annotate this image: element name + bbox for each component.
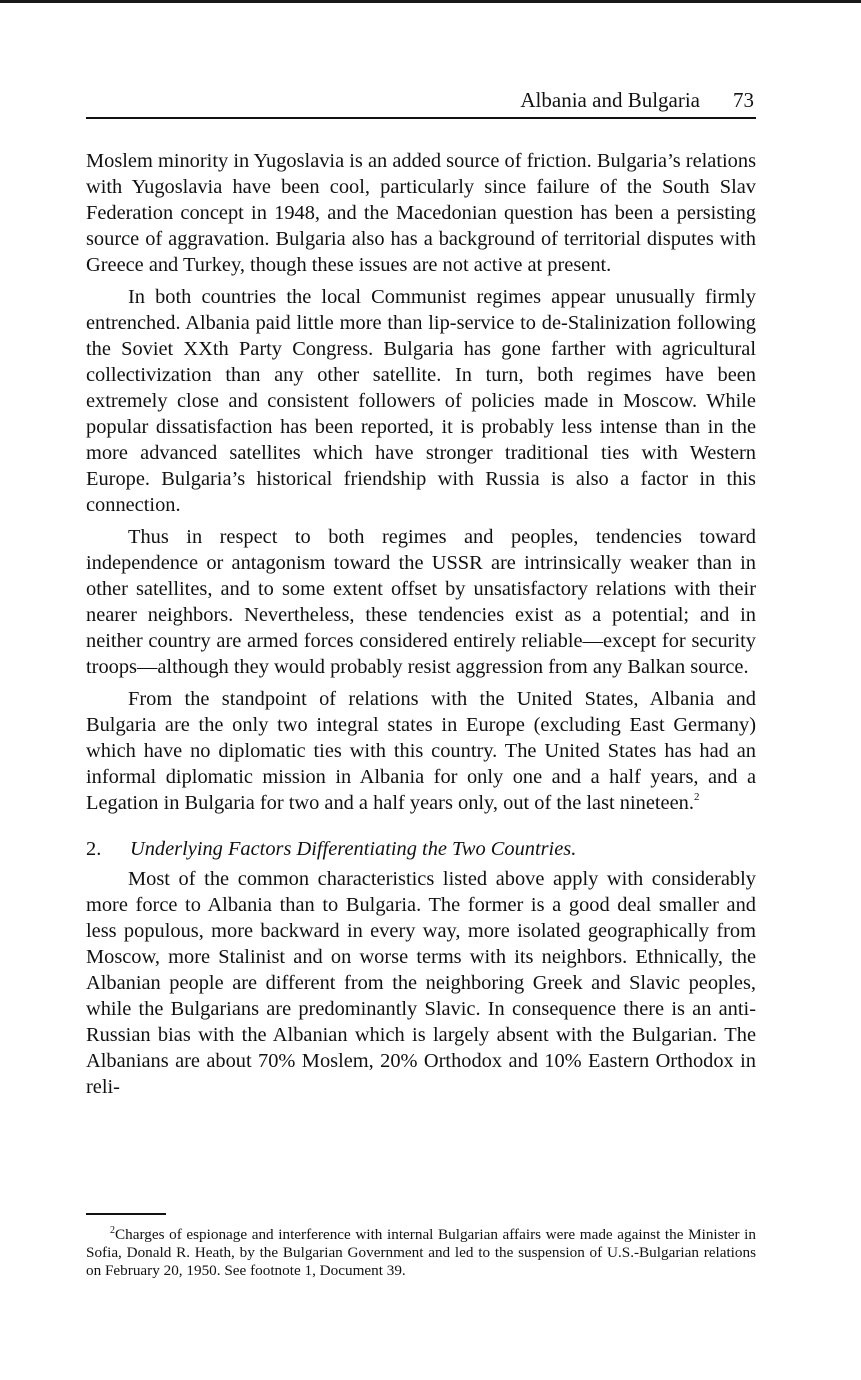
section-number: 2. [86,838,102,860]
page-number: 73 [733,88,754,112]
footnote-text: Charges of espionage and interference with internal Bulgarian affairs were made against the Minister in Sofia, Donald R. Heath, by the Bulgarian Government and led to the suspension of U.S.-Bulgarian relations on February 20, 1950. See footnote 1, Document 39. [86,1226,756,1279]
section-title: Underlying Factors Differentiating the Two Countries. [130,838,577,860]
running-header-title: Albania and Bulgaria [520,88,700,112]
paragraph-3: Thus in respect to both regimes and peoples, tendencies toward independence or antagonism toward the USSR are intrinsically weaker than in other satellites, and to some extent offset by unsatisfactory relations with their nearer neighbors. Nevertheless, these tendencies exist as a potential; and in neither country are armed forces considered entirely reliable—except for security troops—although they would probably resist aggression from any Balkan source. [86,526,756,678]
footnote-reference: 2 [693,791,700,803]
paragraph-2: In both countries the local Communist regimes appear unusually firmly entrenched. Albania paid little more than lip-service to de-Stalinization following the Soviet XXth Party Congress. Bulgaria has gone farther with agricultural collectivization than any other satellite. In turn, both regimes have been extremely close and consistent followers of policies made in Moscow. While popular dissatisfaction has been reported, it is probably less intense than in the more advanced satellites which have stronger traditional ties with Western Europe. Bulgaria’s historical friendship with Russia is also a factor in this connection. [86,286,756,516]
running-header [86,86,756,119]
footnote [86,1226,756,1280]
paragraph-5: Most of the common characteristics listed above apply with considerably more force to Albania than to Bulgaria. The former is a good deal smaller and less populous, more backward in every way, more isolated geographically from Moscow, more Stalinist and on worse terms with its neighbors. Ethnically, the Albanian people are different from the neighboring Greek and Slavic peoples, while the Bulgarians are predominantly Slavic. In consequence there is an anti-Russian bias with the Albanian which is largely absent with the Bulgarian. The Albanians are about 70% Moslem, 20% Orthodox and 10% Eastern Orthodox in reli- [86,868,756,1098]
footnote-paragraph [86,1226,756,1280]
top-border-rule [0,0,861,3]
footnote-divider [86,1213,166,1215]
footnote-marker: 2 [110,1225,115,1236]
paragraph-1: Moslem minority in Yugoslavia is an added source of friction. Bulgaria’s relations with Yugoslavia have been cool, particularly since failure of the South Slav Federation concept in 1948, and the Macedonian question has been a persisting source of aggravation. Bulgaria also has a background of territorial disputes with Greece and Turkey, though these issues are not active at present. [86,150,756,276]
paragraph-4 [86,686,756,816]
section-heading [86,836,756,862]
body-text [86,148,756,1106]
paragraph-4-text: From the standpoint of relations with the United States, Albania and Bulgaria are the only two integral states in Europe (excluding East Germany) which have no diplomatic ties with this country. The United States has had an informal diplomatic mission in Albania for only one and a half years, and a Legation in Bulgaria for two and a half years only, out of the last nineteen. [86,688,756,814]
